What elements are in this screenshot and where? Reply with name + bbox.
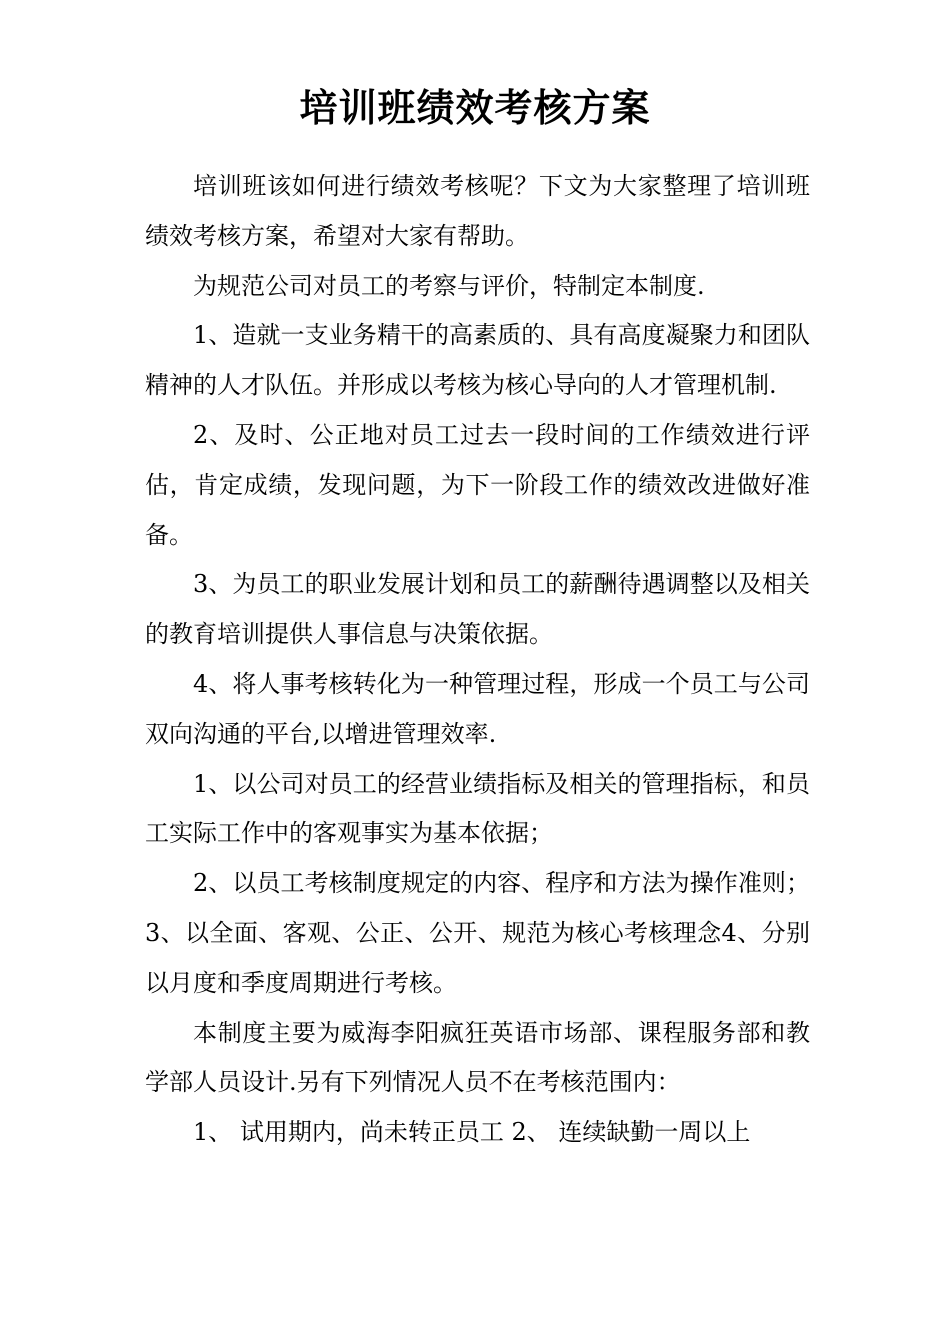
paragraph-exclusions: 1、 试用期内，尚未转正员工 2、 连续缺勤一周以上 (193, 1118, 751, 1147)
document-body (145, 162, 810, 1158)
paragraph-purpose: 为规范公司对员工的考察与评价，特制定本制度. (193, 271, 705, 300)
paragraph-goal-4: 4、将人事考核转化为一种管理过程，形成一个员工与公司双向沟通的平台,以增进管理效率. (145, 669, 810, 748)
document-title: 培训班绩效考核方案 (299, 85, 651, 130)
paragraph-intro: 培训班该如何进行绩效考核呢？下文为大家整理了培训班绩效考核方案，希望对大家有帮助。 (145, 172, 810, 250)
paragraph-goal-2: 2、及时、公正地对员工过去一段时间的工作绩效进行评估，肯定成绩，发现问题，为下一阶段工作的绩效改进做好准备。 (145, 420, 810, 549)
paragraph-goal-1: 1、造就一支业务精干的高素质的、具有高度凝聚力和团队精神的人才队伍。并形成以考核为核心导向的人才管理机制. (145, 321, 810, 400)
paragraph-principle-2: 2、以员工考核制度规定的内容、程序和方法为操作准则； 3、以全面、客观、公正、公开、规范为核心考核理念4、分别以月度和季度周期进行考核。 (145, 869, 810, 997)
paragraph-principle-1: 1、以公司对员工的经营业绩指标及相关的管理指标，和员工实际工作中的客观事实为基本依据； (145, 769, 810, 848)
paragraph-goal-3: 3、为员工的职业发展计划和员工的薪酬待遇调整以及相关的教育培训提供人事信息与决策依据。 (145, 570, 810, 649)
paragraph-scope: 本制度主要为威海李阳疯狂英语市场部、课程服务部和教学部人员设计.另有下列情况人员不在考核范围内： (145, 1018, 810, 1097)
